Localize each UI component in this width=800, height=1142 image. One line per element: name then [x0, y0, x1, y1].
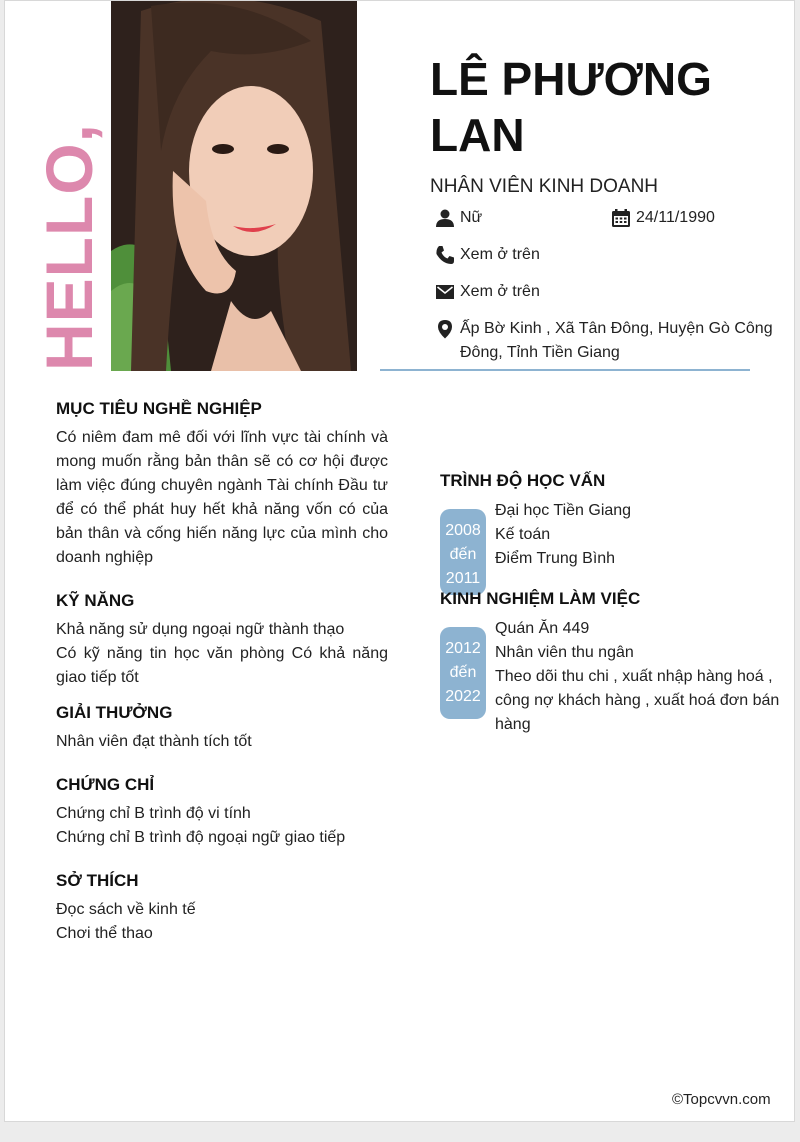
calendar-icon: [611, 208, 631, 228]
experience-to: 2022: [445, 688, 481, 705]
education-school: Đại học Tiền Giang: [495, 502, 632, 519]
experience-years: [440, 627, 486, 719]
phone-value: Xem ở trên: [460, 246, 540, 263]
experience-title: KINH NGHIỆM LÀM VIỆC: [440, 589, 641, 608]
hobby-item: Chơi thể thao: [56, 925, 153, 942]
user-icon: [435, 208, 455, 228]
profile-photo: [111, 1, 357, 371]
job-title: NHÂN VIÊN KINH DOANH: [430, 176, 659, 197]
skills-list: [56, 618, 388, 690]
location-pin-icon: [435, 319, 455, 339]
email-value: Xem ở trên: [460, 283, 540, 300]
footer-credit: ©Topcvvn.com: [672, 1091, 771, 1108]
hobby-item: Đọc sách về kinh tế: [56, 901, 196, 918]
education-to: 2011: [445, 570, 481, 587]
birthdate-value: 24/11/1990: [636, 209, 715, 226]
phone-icon: [435, 245, 455, 265]
objective-text: Có niêm đam mê đối với lĩnh vực tài chính và mong muốn rằng bản thân sẽ có cơ hội được làm việc đúng chuyên ngành Tài chính Đầu tư để có thể phát huy hết khả năng vốn có của bản thân và cống hiến năng lực của mình cho doanh nghiệp: [56, 429, 388, 566]
hello-banner: HELLO,: [32, 123, 106, 371]
email-icon: [435, 282, 455, 302]
skill-item: Khả năng sử dụng ngoại ngữ thành thạo: [56, 621, 345, 638]
hobbies-list: [56, 898, 388, 946]
experience-position: Nhân viên thu ngân: [495, 644, 634, 661]
certificates-list: [56, 802, 388, 850]
experience-from: 2012: [445, 640, 481, 657]
cv-page: [4, 0, 795, 1122]
experience-details: [495, 617, 787, 737]
education-details: [495, 499, 785, 571]
awards-title: GIẢI THƯỞNG: [56, 703, 173, 722]
header-divider: [380, 369, 750, 371]
experience-description: Theo dõi thu chi , xuất nhập hàng hoá , công nợ khách hàng , xuất hoá đơn bán hàng: [495, 668, 780, 733]
education-major: Kế toán: [495, 526, 551, 543]
objective-title: MỤC TIÊU NGHỀ NGHIỆP: [56, 399, 262, 418]
education-sep: đến: [449, 546, 477, 563]
gender-value: Nữ: [460, 209, 483, 226]
hobbies-title: SỞ THÍCH: [56, 871, 139, 890]
education-title: TRÌNH ĐỘ HỌC VẤN: [440, 471, 606, 490]
certificate-item: Chứng chỉ B trình độ vi tính: [56, 805, 251, 822]
education-from: 2008: [445, 522, 481, 539]
education-years: [440, 509, 486, 595]
certificates-title: CHỨNG CHỈ: [56, 775, 155, 794]
award-item: Nhân viên đạt thành tích tốt: [56, 733, 252, 750]
experience-company: Quán Ăn 449: [495, 620, 590, 637]
skills-title: KỸ NĂNG: [56, 591, 135, 610]
certificate-item: Chứng chỉ B trình độ ngoại ngữ giao tiếp: [56, 829, 346, 846]
education-grade: Điểm Trung Bình: [495, 550, 616, 567]
skill-item: Có kỹ năng tin học văn phòng Có khả năng giao tiếp tốt: [56, 645, 388, 686]
awards-list: [56, 730, 388, 754]
experience-sep: đến: [449, 664, 477, 681]
address-value: Ấp Bờ Kinh , Xã Tân Đông, Huyện Gò Công Đông, Tỉnh Tiền Giang: [460, 320, 773, 361]
candidate-name: LÊ PHƯƠNG LAN: [430, 53, 712, 161]
